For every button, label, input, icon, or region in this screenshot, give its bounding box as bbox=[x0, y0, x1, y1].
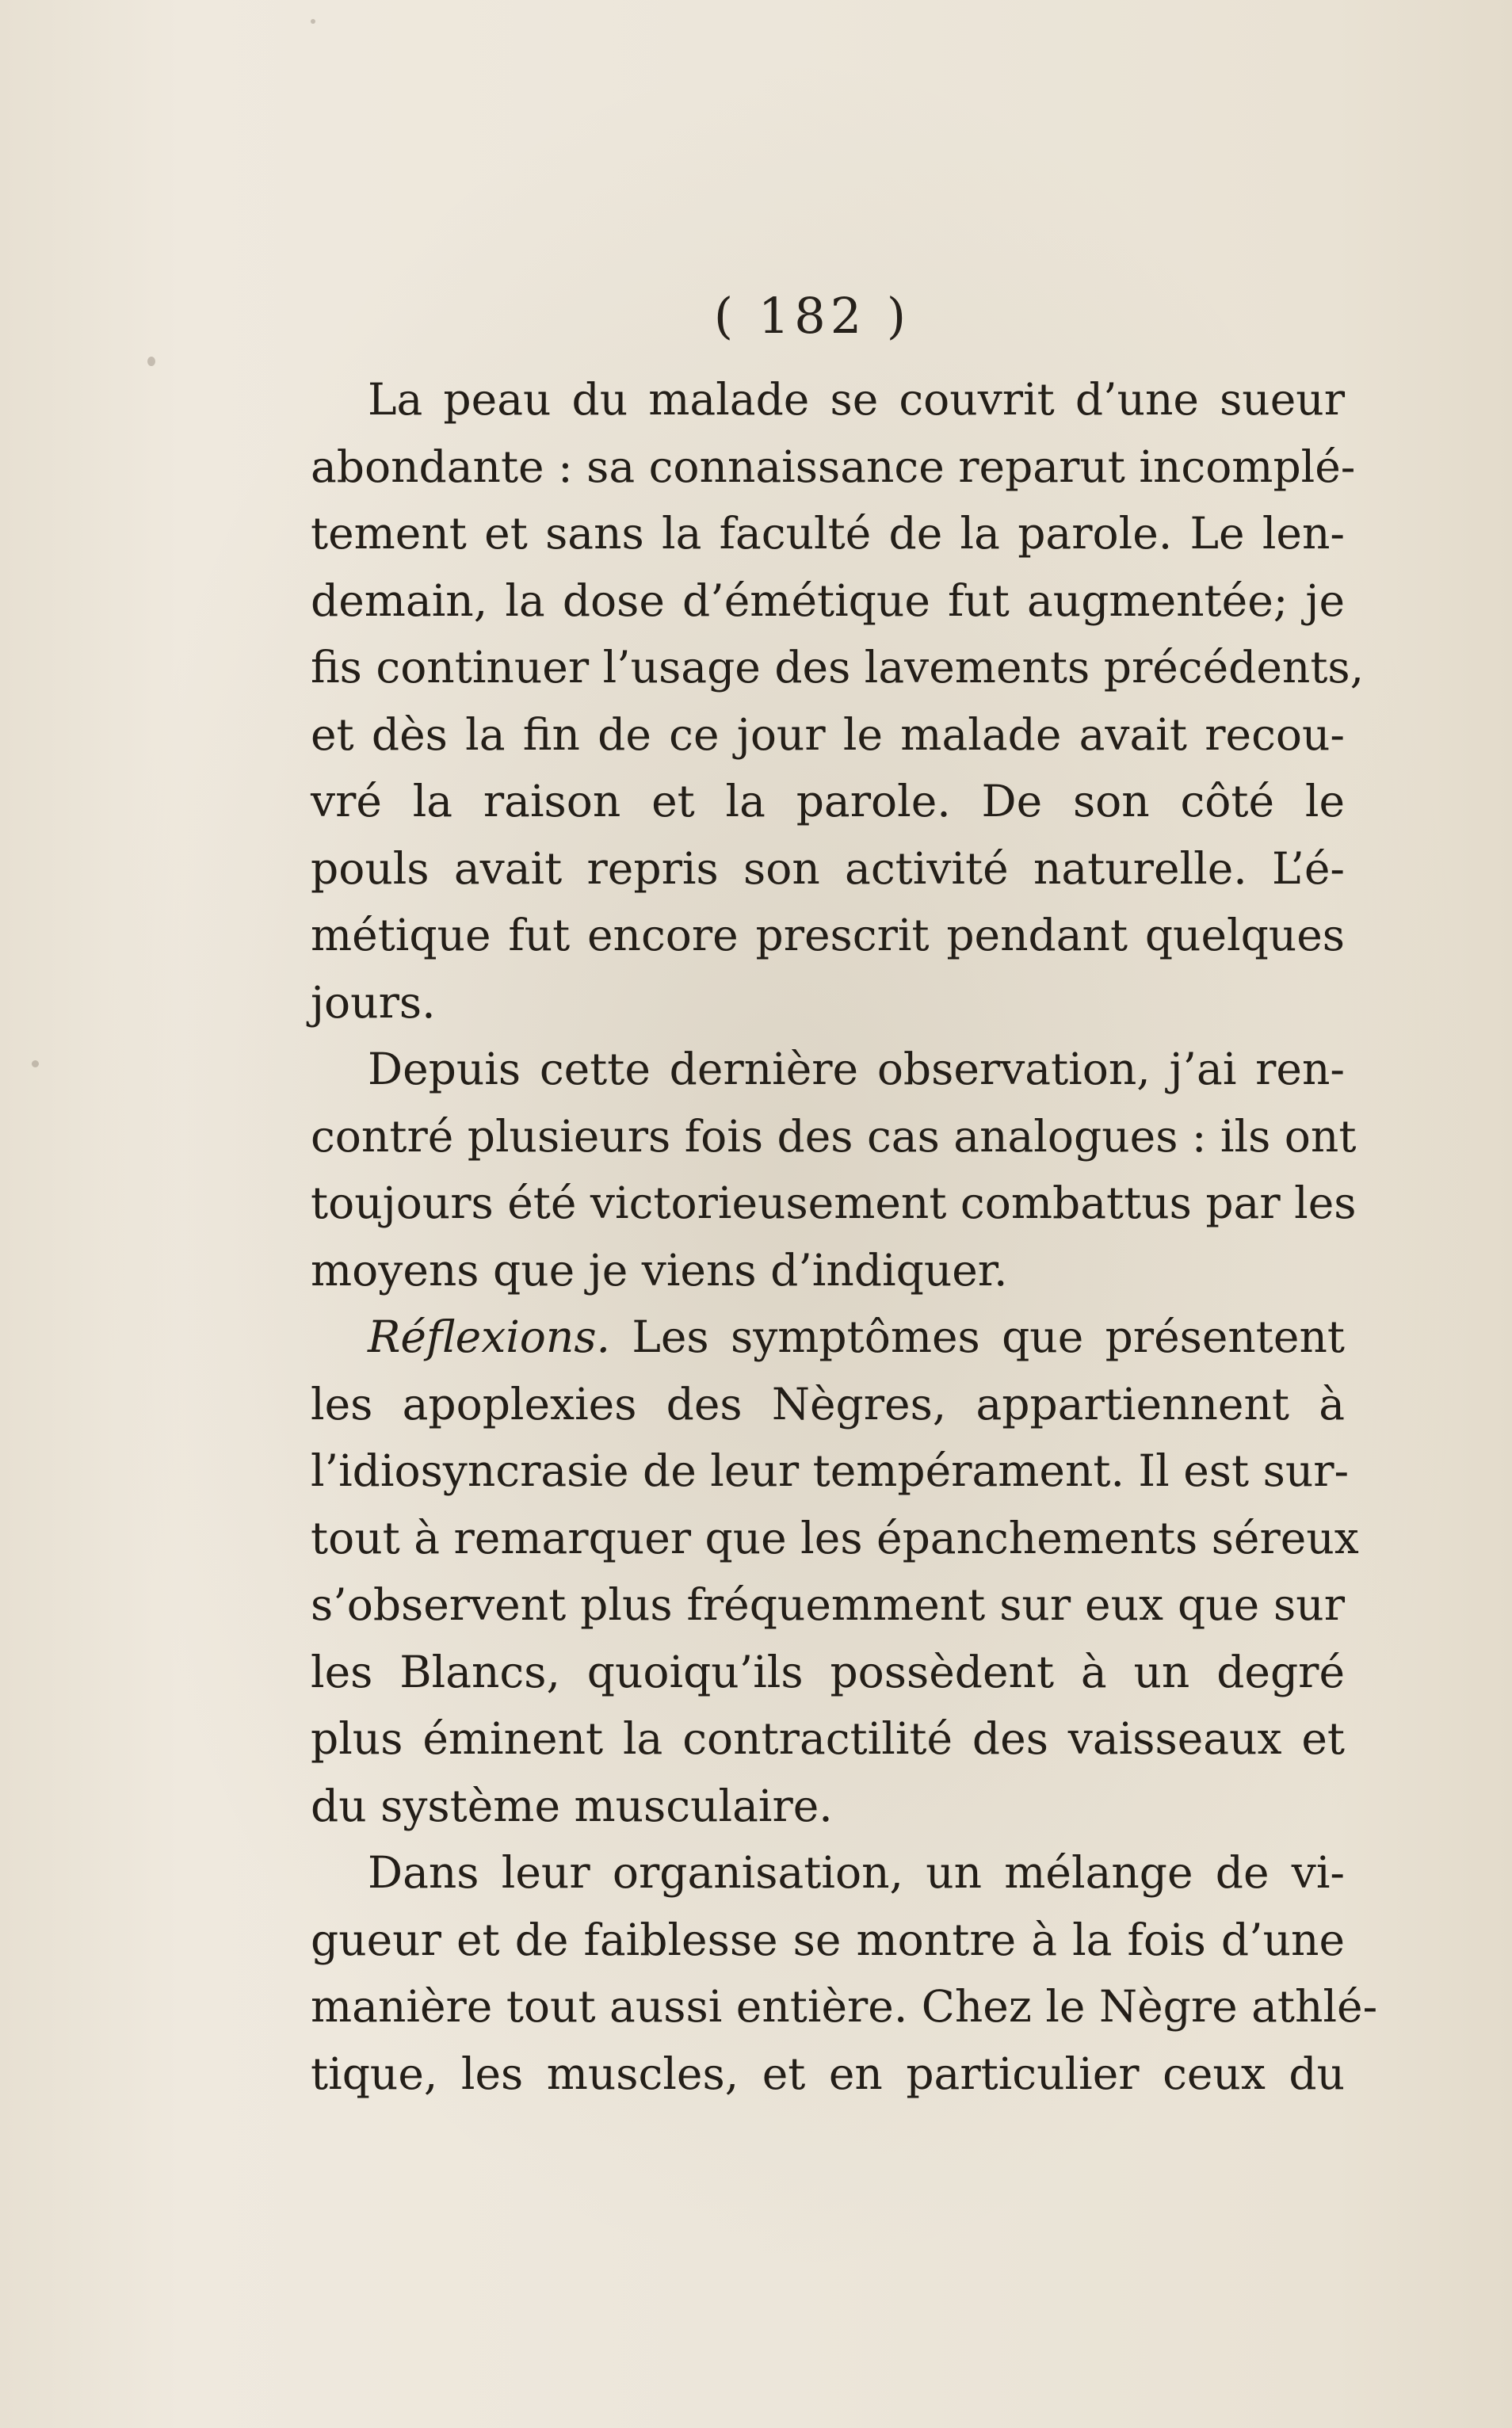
text-line: abondante : sa connaissance reparut incomplé- bbox=[311, 441, 1356, 492]
text-line: vré la raison et la parole. De son côté le bbox=[311, 776, 1345, 827]
text-line: métique fut encore prescrit pendant quelques bbox=[311, 910, 1345, 960]
text-line: fis continuer l’usage des lavements précédents, bbox=[311, 642, 1365, 693]
text-line bbox=[311, 1304, 1345, 1371]
text-line: s’observent plus fréquemment sur eux que sur bbox=[311, 1579, 1345, 1630]
text-line: les Blancs, quoiqu’ils possèdent à un degré bbox=[311, 1646, 1345, 1697]
text-line: demain, la dose d’émétique fut augmentée; je bbox=[311, 575, 1345, 626]
text-line: tout à remarquer que les épanchements séreux bbox=[311, 1512, 1359, 1563]
text-line: tement et sans la faculté de la parole. Le len- bbox=[311, 508, 1345, 559]
text-line: toujours été victorieusement combattus par les bbox=[311, 1178, 1357, 1228]
ink-speck bbox=[32, 1060, 39, 1067]
text-line: et dès la fin de ce jour le malade avait recou- bbox=[311, 708, 1345, 760]
body-text bbox=[311, 366, 1378, 2107]
page-number: ( 182 ) bbox=[713, 287, 911, 345]
text-line: l’idiosyncrasie de leur tempérament. Il est sur- bbox=[311, 1445, 1350, 1496]
text-line: jours. bbox=[311, 976, 436, 1028]
paragraph-3 bbox=[311, 1304, 1359, 1839]
text-line: La peau du malade se couvrit d’une sueur bbox=[368, 374, 1345, 425]
text-line: Depuis cette dernière observation, j’ai ren- bbox=[368, 1044, 1345, 1094]
text-line: manière tout aussi entière. Chez le Nègre athlé- bbox=[311, 1981, 1378, 2032]
text-line: Dans leur organisation, un mélange de vi- bbox=[368, 1847, 1345, 1898]
reflexions-heading: Réflexions. bbox=[368, 1311, 611, 1362]
text-line: gueur et de faiblesse se montre à la fois d’une bbox=[311, 1914, 1345, 1965]
text-fragment: Les symptômes que présentent bbox=[610, 1311, 1345, 1362]
text-line: plus éminent la contractilité des vaisseaux et bbox=[311, 1713, 1345, 1764]
paragraph-1 bbox=[311, 366, 1365, 1036]
text-line: contré plusieurs fois des cas analogues : ils ont bbox=[311, 1110, 1357, 1162]
ink-speck bbox=[147, 357, 155, 366]
paragraph-2 bbox=[311, 1036, 1357, 1304]
text-line: moyens que je viens d’indiquer. bbox=[311, 1244, 1008, 1296]
text-line: les apoplexies des Nègres, appartiennent à bbox=[311, 1378, 1345, 1430]
text-line: tique, les muscles, et en particulier ceux du bbox=[311, 2048, 1345, 2099]
paragraph-4 bbox=[311, 1839, 1378, 2107]
text-line: du système musculaire. bbox=[311, 1780, 833, 1831]
text-line: pouls avait repris son activité naturelle. L’é- bbox=[311, 842, 1345, 894]
ink-speck bbox=[311, 19, 315, 24]
